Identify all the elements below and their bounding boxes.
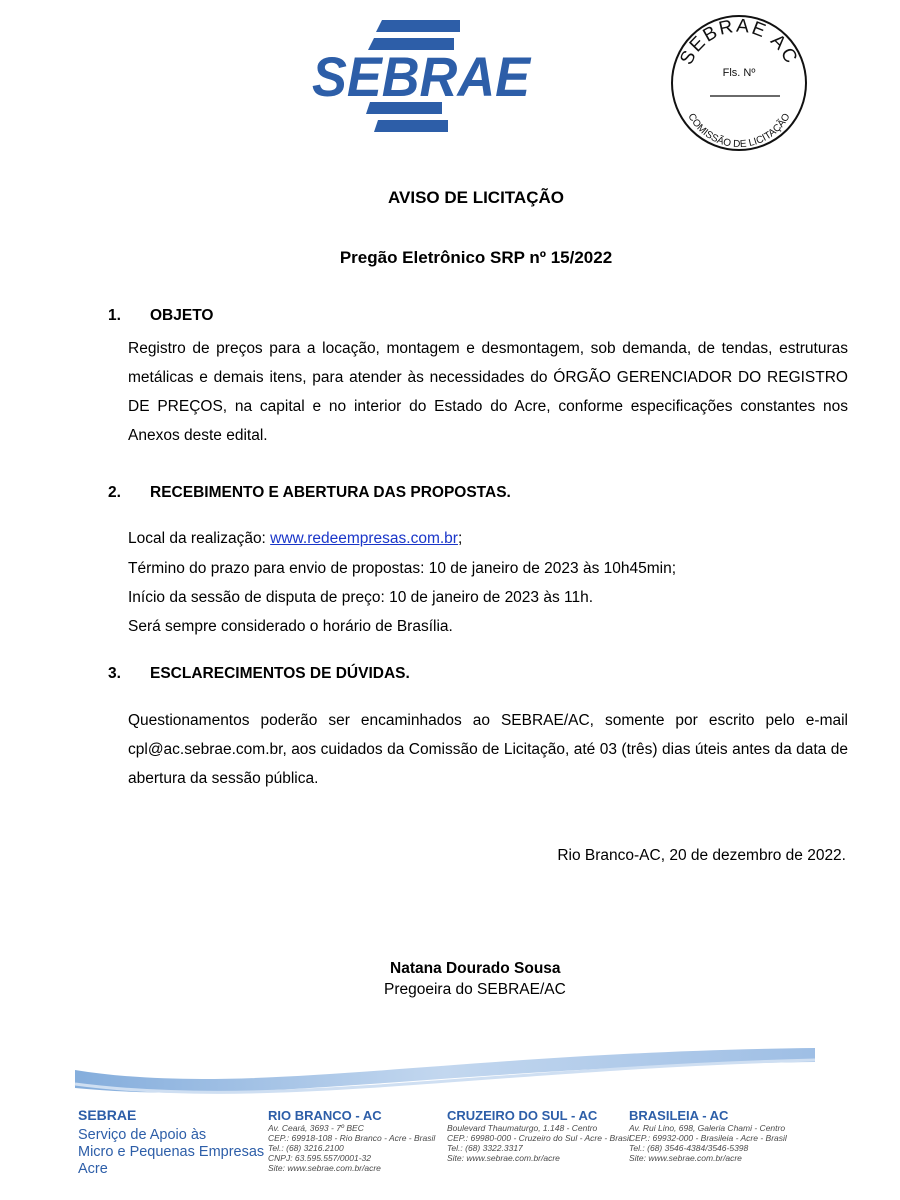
local-label: Local da realização: (128, 530, 271, 547)
date-line: Rio Branco-AC, 20 de dezembro de 2022. (557, 847, 846, 864)
sebrae-logo (312, 18, 534, 140)
office-line: Av. Ceará, 3693 - 7º BEC (268, 1123, 364, 1133)
section-2-title: RECEBIMENTO E ABERTURA DAS PROPOSTAS. (150, 484, 511, 501)
office-cruzeiro-do-sul (447, 1108, 631, 1163)
section-1-number: 1. (108, 307, 121, 324)
office-brasileia (629, 1108, 787, 1163)
document-title: AVISO DE LICITAÇÃO (388, 188, 564, 207)
office-line: CEP.: 69980-000 - Cruzeiro do Sul - Acre - Brasil (447, 1133, 631, 1143)
office-line: CNPJ: 63.595.557/0001-32 (268, 1153, 372, 1163)
document-subtitle: Pregão Eletrônico SRP nº 15/2022 (339, 248, 613, 267)
office-line: CEP.: 69932-000 - Brasileia - Acre - Brasil (629, 1133, 787, 1143)
deadline-line: Término do prazo para envio de propostas: 10 de janeiro de 2023 às 10h45min; (128, 560, 677, 577)
office-name: BRASILEIA - AC (629, 1108, 729, 1123)
footer-desc-line-3: Acre (78, 1161, 108, 1177)
office-line: Site: www.sebrae.com.br/acre (268, 1163, 381, 1173)
office-rio-branco (268, 1108, 435, 1173)
office-line: Av. Rui Lino, 698, Galeria Chami - Centro (629, 1123, 786, 1133)
office-line: Tel.: (68) 3546-4384/3546-5398 (629, 1143, 749, 1153)
section-1-title: OBJETO (150, 307, 214, 324)
svg-text:SEBRAE AC: SEBRAE AC (676, 15, 802, 69)
footer-desc-line-1: Serviço de Apoio às (78, 1127, 207, 1143)
svg-text:COMISSÃO DE LICITAÇÃO: COMISSÃO DE LICITAÇÃO (685, 111, 793, 151)
footer-desc-line-2: Micro e Pequenas Empresas (78, 1144, 265, 1160)
svg-text:SEBRAE: SEBRAE (312, 45, 532, 108)
local-suffix: ; (457, 530, 463, 547)
signer-role: Pregoeira do SEBRAE/AC (384, 981, 566, 998)
local-line (128, 530, 462, 548)
signer-name: Natana Dourado Sousa (390, 960, 561, 977)
svg-text:Fls. Nº: Fls. Nº (722, 67, 756, 79)
session-start-line: Início da sessão de disputa de preço: 10 de janeiro de 2023 às 11h. (128, 589, 594, 606)
office-line: Boulevard Thaumaturgo, 1.148 - Centro (447, 1123, 598, 1133)
office-line: Tel.: (68) 3216.2100 (268, 1143, 344, 1153)
timezone-line: Será sempre considerado o horário de Brasília. (128, 618, 453, 635)
office-line: CEP.: 69918-108 - Rio Branco - Acre - Brasil (268, 1133, 436, 1143)
office-line: Tel.: (68) 3322.3317 (447, 1143, 523, 1153)
section-3-text: Questionamentos poderão ser encaminhados ao SEBRAE/AC, somente por escrito pelo e-mail cpl@ac.sebrae.com.br, aos cuidados da Comissão de Licitação, até 03 (três) dias úteis antes da data de abertura da sessão pública. (128, 712, 848, 787)
comissao-stamp (668, 12, 810, 154)
section-3-title: ESCLARECIMENTOS DE DÚVIDAS. (150, 665, 410, 682)
office-name: RIO BRANCO - AC (268, 1108, 382, 1123)
footer-wave-graphic (70, 1040, 820, 1100)
section-1-text: Registro de preços para a locação, montagem e desmontagem, sob demanda, de tendas, estruturas metálicas e demais itens, para atender às necessidades do ÓRGÃO GERENCIADOR DO REGISTRO DE PREÇOS, na capital e no interior do Estado do Acre, conforme especificações constantes nos Anexos deste edital. (128, 340, 848, 444)
office-line: Site: www.sebrae.com.br/acre (629, 1153, 742, 1163)
redeempresas-link[interactable]: www.redeempresas.com.br (270, 530, 458, 547)
office-line: Site: www.sebrae.com.br/acre (447, 1153, 560, 1163)
section-3-number: 3. (108, 665, 121, 682)
section-2-number: 2. (108, 484, 121, 501)
office-name: CRUZEIRO DO SUL - AC (447, 1108, 598, 1123)
footer-brand: SEBRAE (78, 1107, 137, 1123)
